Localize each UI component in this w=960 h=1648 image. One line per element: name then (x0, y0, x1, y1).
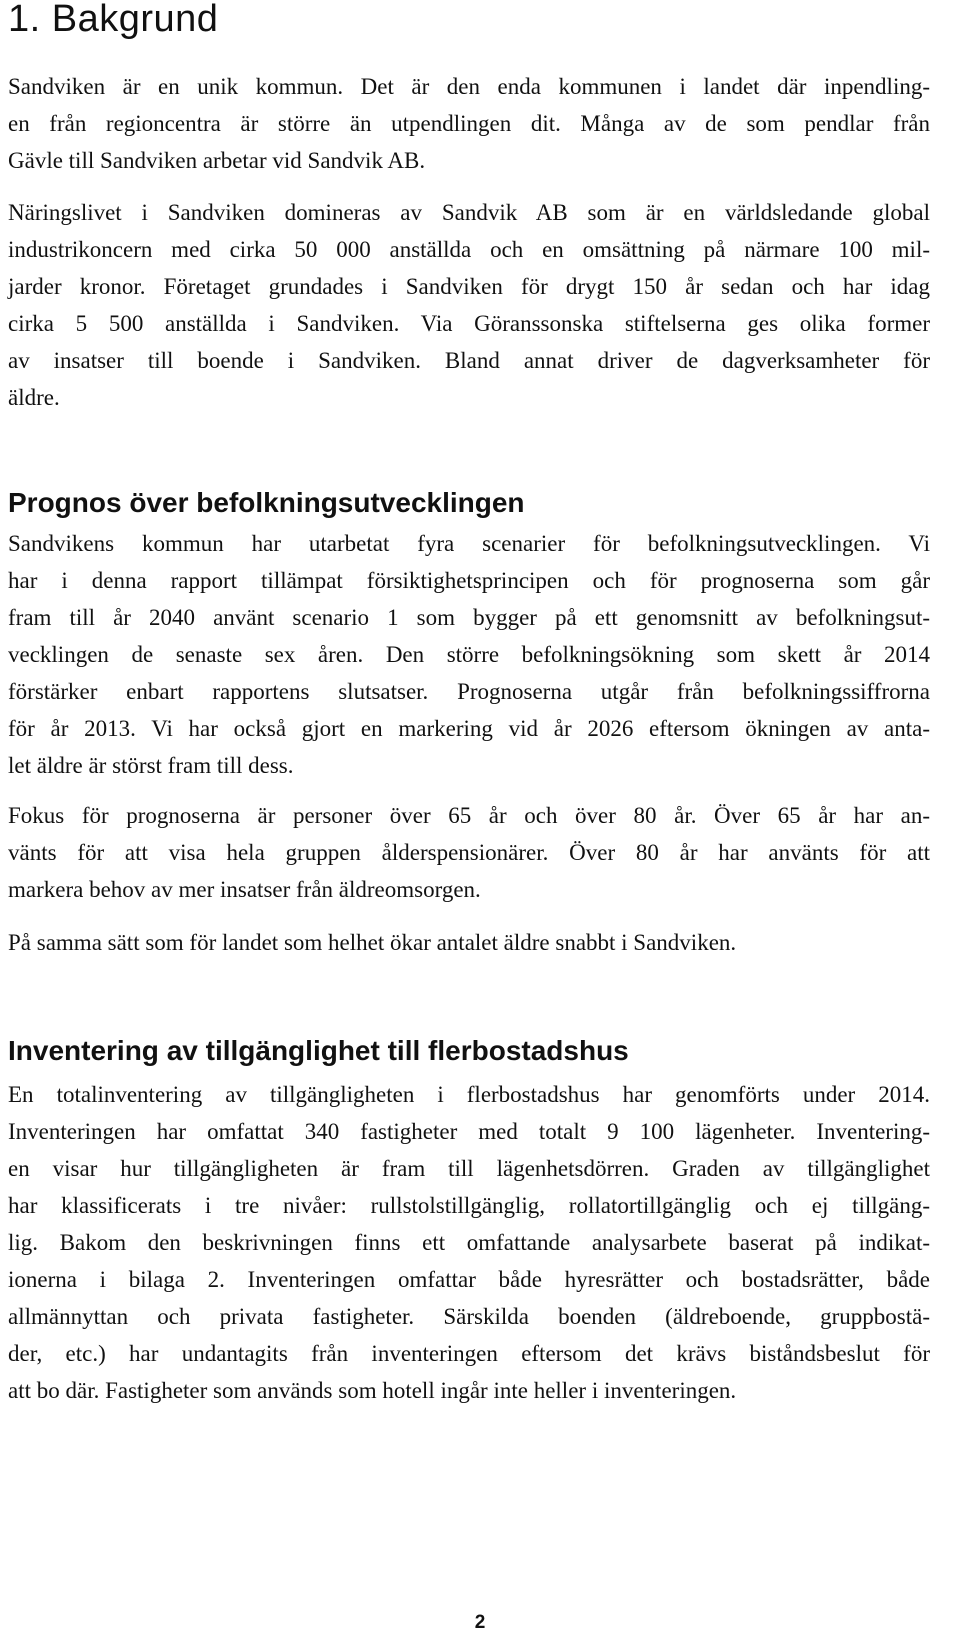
text-line: en visar hur tillgängligheten är fram till lägenhetsdörren. Graden av tillgänglighet (8, 1156, 930, 1181)
section-heading-inventering: Inventering av tillgänglighet till flerbostadshus (8, 1035, 629, 1066)
text-line: cirka 5 500 anställda i Sandviken. Via Göranssonska stiftelserna ges olika former (8, 311, 930, 336)
industry-paragraph (8, 194, 930, 416)
text-line: Gävle till Sandviken arbetar vid Sandvik AB. (8, 148, 426, 173)
text-line: att bo där. Fastigheter som används som hotell ingår inte heller i inventeringen. (8, 1378, 737, 1403)
text-line: markera behov av mer insatser från äldreomsorgen. (8, 877, 481, 902)
text-line: lig. Bakom den beskrivningen finns ett omfattande analysarbete baserat på indikat- (8, 1230, 930, 1255)
prognos-paragraph-2 (8, 797, 930, 908)
text-line: ionerna i bilaga 2. Inventeringen omfattar både hyresrätter och bostadsrätter, både (8, 1267, 930, 1292)
text-line: En totalinventering av tillgängligheten i flerbostadshus har genomförts under 2014. (8, 1082, 930, 1107)
text-line: Sandviken är en unik kommun. Det är den enda kommunen i landet där inpendling- (8, 74, 930, 99)
text-line: har klassificerats i tre nivåer: rullstolstillgänglig, rollatortillgänglig och ej tillgäng- (8, 1193, 930, 1218)
text-line: vecklingen de senaste sex åren. Den större befolkningsökning som skett år 2014 (8, 642, 930, 667)
text-line: har i denna rapport tillämpat försiktighetsprincipen och för prognoserna som går (8, 568, 930, 593)
text-line: Sandvikens kommun har utarbetat fyra scenarier för befolkningsutvecklingen. Vi (8, 531, 930, 556)
text-line: för år 2013. Vi har också gjort en markering vid år 2026 eftersom ökningen av anta- (8, 716, 930, 741)
text-line: förstärker enbart rapportens slutsatser. Prognoserna utgår från befolkningssiffrorna (8, 679, 930, 704)
text-line: Näringslivet i Sandviken domineras av Sandvik AB som är en världsledande global (8, 200, 930, 225)
chapter-heading: 1. Bakgrund (8, 0, 219, 40)
text-line: av insatser till boende i Sandviken. Bland annat driver de dagverksamheter för (8, 348, 930, 373)
prognos-paragraph-1 (8, 525, 930, 784)
text-line: fram till år 2040 använt scenario 1 som bygger på ett genomsnitt av befolkningsut- (8, 605, 930, 630)
text-line: der, etc.) har undantagits från inventeringen eftersom det krävs biståndsbeslut för (8, 1341, 930, 1366)
text-line: let äldre är störst fram till dess. (8, 753, 294, 778)
text-line: jarder kronor. Företaget grundades i Sandviken för drygt 150 år sedan och har idag (8, 274, 930, 299)
text-line: en från regioncentra är större än utpendlingen dit. Många av de som pendlar från (8, 111, 930, 136)
text-line: Fokus för prognoserna är personer över 65 år och över 80 år. Över 65 år har an- (8, 803, 930, 828)
page-number: 2 (474, 1612, 486, 1633)
inventering-paragraph (8, 1076, 930, 1409)
text-line: allmännyttan och privata fastigheter. Särskilda boenden (äldreboende, gruppbostä- (8, 1304, 930, 1329)
text-line: Inventeringen har omfattat 340 fastigheter med totalt 9 100 lägenheter. Inventering- (8, 1119, 930, 1144)
prognos-paragraph-3 (8, 924, 736, 961)
text-line: vänts för att visa hela gruppen ålderspensionärer. Över 80 år har använts för att (8, 840, 930, 865)
text-line: industrikoncern med cirka 50 000 anställda och en omsättning på närmare 100 mil- (8, 237, 930, 262)
section-heading-prognos: Prognos över befolkningsutvecklingen (8, 487, 525, 518)
text-line: äldre. (8, 385, 60, 410)
intro-paragraph (8, 68, 930, 179)
text-line: På samma sätt som för landet som helhet ökar antalet äldre snabbt i Sandviken. (8, 930, 737, 955)
